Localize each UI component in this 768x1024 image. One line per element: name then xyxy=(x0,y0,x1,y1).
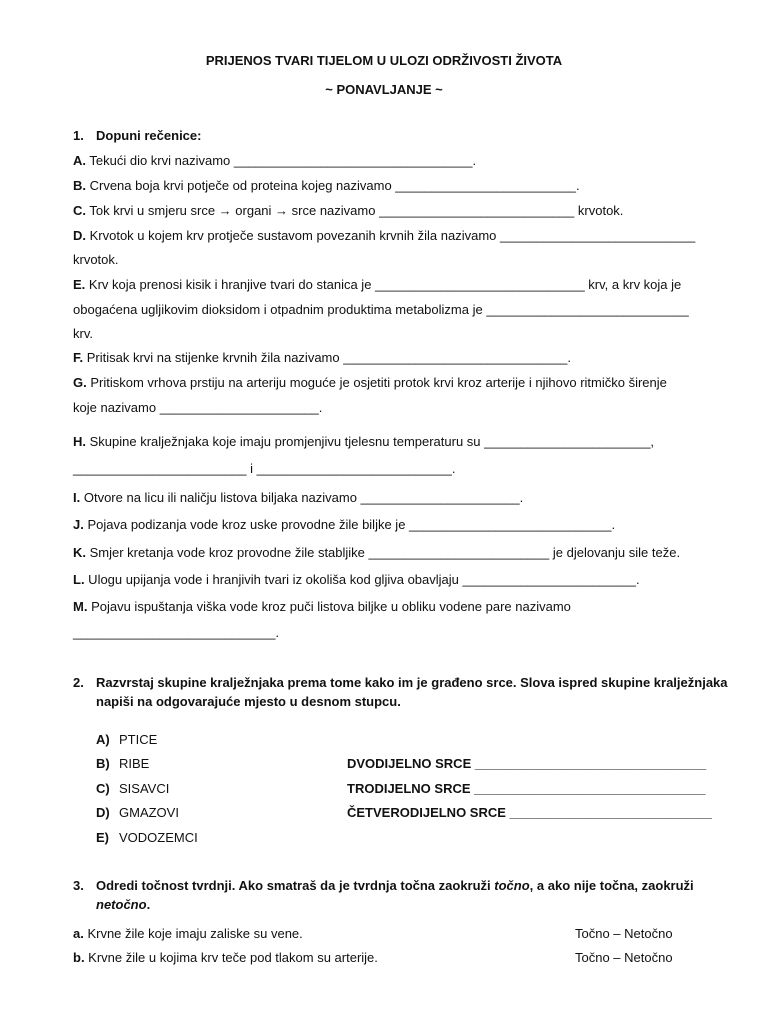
sentence-k-letter: K. xyxy=(73,545,86,560)
option-c-letter: C) xyxy=(96,781,110,796)
question-1-number: 1. xyxy=(73,128,84,143)
statement-b-letter: b. xyxy=(73,950,85,965)
option-e-letter: E) xyxy=(96,830,109,845)
option-c-name: SISAVCI xyxy=(119,781,170,796)
statement-b-choice[interactable]: Točno – Netočno xyxy=(575,950,673,965)
answer-line-four-chamber: ČETVERODIJELNO SRCE ____________________________ xyxy=(347,805,712,820)
question-1-heading: Dopuni rečenice: xyxy=(96,128,202,143)
answer-line-three-chamber: TRODIJELNO SRCE ________________________________ xyxy=(347,781,706,796)
sentence-g-text: Pritiskom vrhova prstiju na arteriju moguće je osjetiti protok krvi kroz arterije i njihovo ritmičko širenje xyxy=(86,375,667,390)
sentence-j xyxy=(73,517,615,533)
sentence-l-letter: L. xyxy=(73,572,85,587)
option-b-name: RIBE xyxy=(119,756,150,771)
sentence-l-text: Ulogu upijanja vode i hranjivih tvari iz okoliša kod gljiva obavljaju ________________________. xyxy=(84,572,640,587)
option-a-letter: A) xyxy=(96,732,110,747)
sentence-i-text: Otvore na licu ili naličju listova biljaka nazivamo ______________________. xyxy=(80,490,524,505)
sentence-d-line2: krvotok. xyxy=(73,252,119,267)
sentence-d-text: Krvotok u kojem krv protječe sustavom povezanih krvnih žila nazivamo ___________________________ xyxy=(86,228,696,243)
sentence-j-letter: J. xyxy=(73,517,84,532)
sentence-a xyxy=(73,153,476,169)
question-3-line1-end: , a ako nije točna, zaokruži xyxy=(529,878,694,893)
sentence-m-text: Pojavu ispuštanja viška vode kroz puči listova biljke u obliku vodene pare nazivamo xyxy=(87,599,571,614)
option-a-name: PTICE xyxy=(119,732,158,747)
sentence-f-letter: F. xyxy=(73,350,84,365)
statement-a-letter: a. xyxy=(73,926,84,941)
sentence-a-text: Tekući dio krvi nazivamo _________________________________. xyxy=(86,153,477,168)
sentence-f xyxy=(73,350,571,366)
sentence-c-text: Tok krvi u smjeru srce → organi → srce nazivamo ___________________________ krvotok. xyxy=(86,203,624,218)
sentence-a-letter: A. xyxy=(73,153,86,168)
option-a xyxy=(96,732,157,748)
option-b-letter: B) xyxy=(96,756,110,771)
sentence-c xyxy=(73,203,623,219)
sentence-e-line3: krv. xyxy=(73,326,93,341)
sentence-b-text: Crvena boja krvi potječe od proteina kojeg nazivamo _________________________. xyxy=(86,178,580,193)
question-3-line2 xyxy=(96,897,150,913)
question-3-line2-end: . xyxy=(146,897,151,912)
page-title: PRIJENOS TVARI TIJELOM U ULOZI ODRŽIVOSTI ŽIVOTA xyxy=(205,53,563,68)
sentence-h xyxy=(73,434,654,450)
sentence-k xyxy=(73,545,680,561)
sentence-c-letter: C. xyxy=(73,203,86,218)
sentence-m-line2: ____________________________. xyxy=(73,625,280,640)
question-3-true-word: točno xyxy=(494,878,530,893)
sentence-i-letter: I. xyxy=(73,490,81,505)
sentence-b xyxy=(73,178,580,194)
sentence-l xyxy=(73,572,640,588)
sentence-h-letter: H. xyxy=(73,434,86,449)
sentence-e-text: Krv koja prenosi kisik i hranjive tvari do stanica je _____________________________ krv, a krv koja je xyxy=(85,277,682,292)
question-3-line1 xyxy=(96,878,694,894)
sentence-b-letter: B. xyxy=(73,178,86,193)
statement-a-choice[interactable]: Točno – Netočno xyxy=(575,926,673,941)
option-d-letter: D) xyxy=(96,805,110,820)
page-subtitle: ~ PONAVLJANJE ~ xyxy=(325,82,443,97)
sentence-e-line2: obogaćena ugljikovim dioksidom i otpadnim produktima metabolizma je ____________________________ xyxy=(73,302,689,317)
sentence-e xyxy=(73,277,681,293)
question-2-line2: napiši na odgovarajuće mjesto u desnom stupcu. xyxy=(96,694,401,709)
option-d-name: GMAZOVI xyxy=(119,805,179,820)
option-d xyxy=(96,805,179,821)
answer-line-two-chamber: DVODIJELNO SRCE ________________________________ xyxy=(347,756,707,771)
sentence-e-letter: E. xyxy=(73,277,86,292)
statement-b-text: Krvne žile u kojima krv teče pod tlakom su arterije. xyxy=(84,950,378,965)
sentence-j-text: Pojava podizanja vode kroz uske provodne žile biljke je ____________________________. xyxy=(83,517,616,532)
sentence-d-letter: D. xyxy=(73,228,86,243)
sentence-k-text: Smjer kretanja vode kroz provodne žile stabljike _________________________ je djelovanju sile teže. xyxy=(86,545,681,560)
sentence-f-text: Pritisak krvi na stijenke krvnih žila nazivamo _______________________________. xyxy=(83,350,571,365)
statement-a xyxy=(73,926,303,942)
question-3-number: 3. xyxy=(73,878,84,893)
sentence-g-line2: koje nazivamo ______________________. xyxy=(73,400,323,415)
option-e-name: VODOZEMCI xyxy=(119,830,198,845)
sentence-m-letter: M. xyxy=(73,599,88,614)
option-e xyxy=(96,830,198,846)
sentence-g-letter: G. xyxy=(73,375,87,390)
sentence-h-text: Skupine kralježnjaka koje imaju promjenjivu tjelesnu temperaturu su _______________________, xyxy=(86,434,655,449)
question-2-number: 2. xyxy=(73,675,84,690)
sentence-h-line2: ________________________ i ___________________________. xyxy=(73,461,456,476)
option-b xyxy=(96,756,149,772)
option-c xyxy=(96,781,169,797)
sentence-i xyxy=(73,490,523,506)
question-3-false-word: netočno xyxy=(96,897,147,912)
question-2-line1: Razvrstaj skupine kralježnjaka prema tome kako im je građeno srce. Slova ispred skupine kralježnjaka xyxy=(96,675,728,690)
sentence-m xyxy=(73,599,571,615)
sentence-d xyxy=(73,228,695,244)
question-3-line1-start: Odredi točnost tvrdnji. Ako smatraš da je tvrdnja točna zaokruži xyxy=(96,878,495,893)
sentence-g xyxy=(73,375,667,391)
statement-a-text: Krvne žile koje imaju zaliske su vene. xyxy=(83,926,303,941)
statement-b xyxy=(73,950,378,966)
